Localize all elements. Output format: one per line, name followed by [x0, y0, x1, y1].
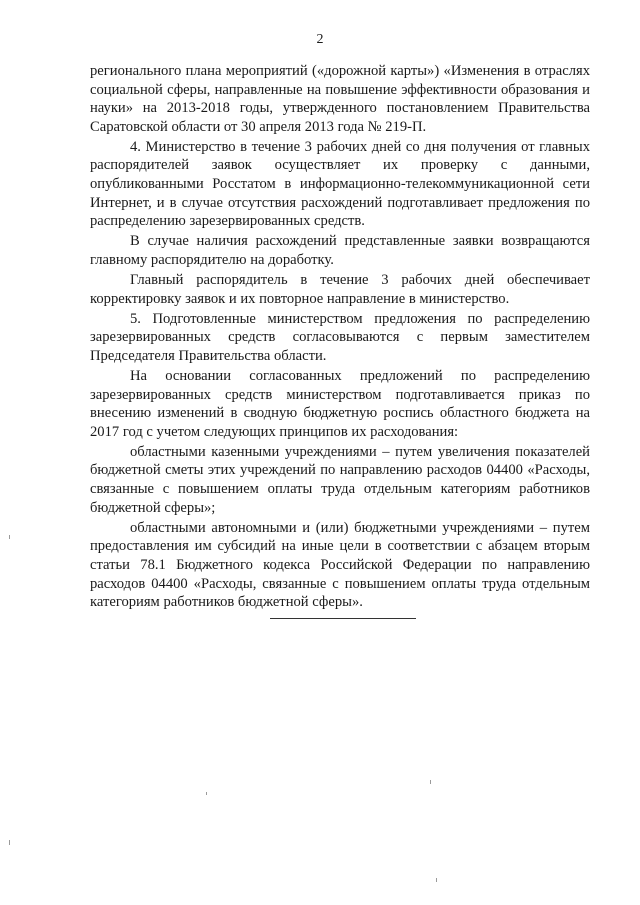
paragraph-discrepancy: В случае наличия расхождений представленные заявки возвращаются главному распорядителю на доработку. — [90, 233, 590, 268]
paragraph-continuation: регионального плана мероприятий («дорожной карты») «Изменения в отраслях социальной сферы, направленные на повышение эффективности образования и науки» на 2013-2018 годы, утвержденного постановлением Правительства Саратовской области от 30 апреля 2013 года № 219-П. — [90, 63, 590, 135]
document-body — [90, 62, 590, 613]
paragraph-item-4: 4. Министерство в течение 3 рабочих дней со дня получения от главных распорядителей заявок осуществляет их проверку с данными, опубликованными Росстатом в информационно-телекоммуникационной сети Интернет, и в случае отсутствия расхождений подготавливает предложения по распределению зарезервированных средств. — [90, 138, 590, 230]
page-number: 2 — [316, 32, 324, 47]
paragraph-correction: Главный распорядитель в течение 3 рабочих дней обеспечивает корректировку заявок и их повторное направление в министерство. — [90, 272, 590, 307]
scan-speck — [206, 792, 207, 795]
scan-speck — [436, 878, 437, 882]
paragraph-order: На основании согласованных предложений по распределению зарезервированных средств министерством подготавливается приказ по внесению изменений в сводную бюджетную роспись областного бюджета на 2017 год с учетом следующих принципов их расходования: — [90, 368, 590, 440]
scan-speck — [9, 535, 10, 539]
paragraph-item-5: 5. Подготовленные министерством предложения по распределению зарезервированных средств согласовываются с первым заместителем Председателя Правительства области. — [90, 310, 590, 364]
paragraph-autonomous-institutions: областными автономными и (или) бюджетными учреждениями – путем предоставления им субсидий на иные цели в соответствии с абзацем вторым статьи 78.1 Бюджетного кодекса Российской Федерации по направлению расходов 04400 «Расходы, связанные с повышением оплаты труда отдельным категориям работников бюджетной сферы». — [90, 519, 590, 611]
paragraph-state-institutions: областными казенными учреждениями – путем увеличения показателей бюджетной сметы этих учреждений по направлению расходов 04400 «Расходы, связанные с повышением оплаты труда отдельным категориям работников бюджетной сферы»; — [90, 443, 590, 516]
scan-speck — [430, 780, 431, 784]
end-separator-line — [270, 618, 416, 619]
scan-speck — [9, 840, 10, 845]
